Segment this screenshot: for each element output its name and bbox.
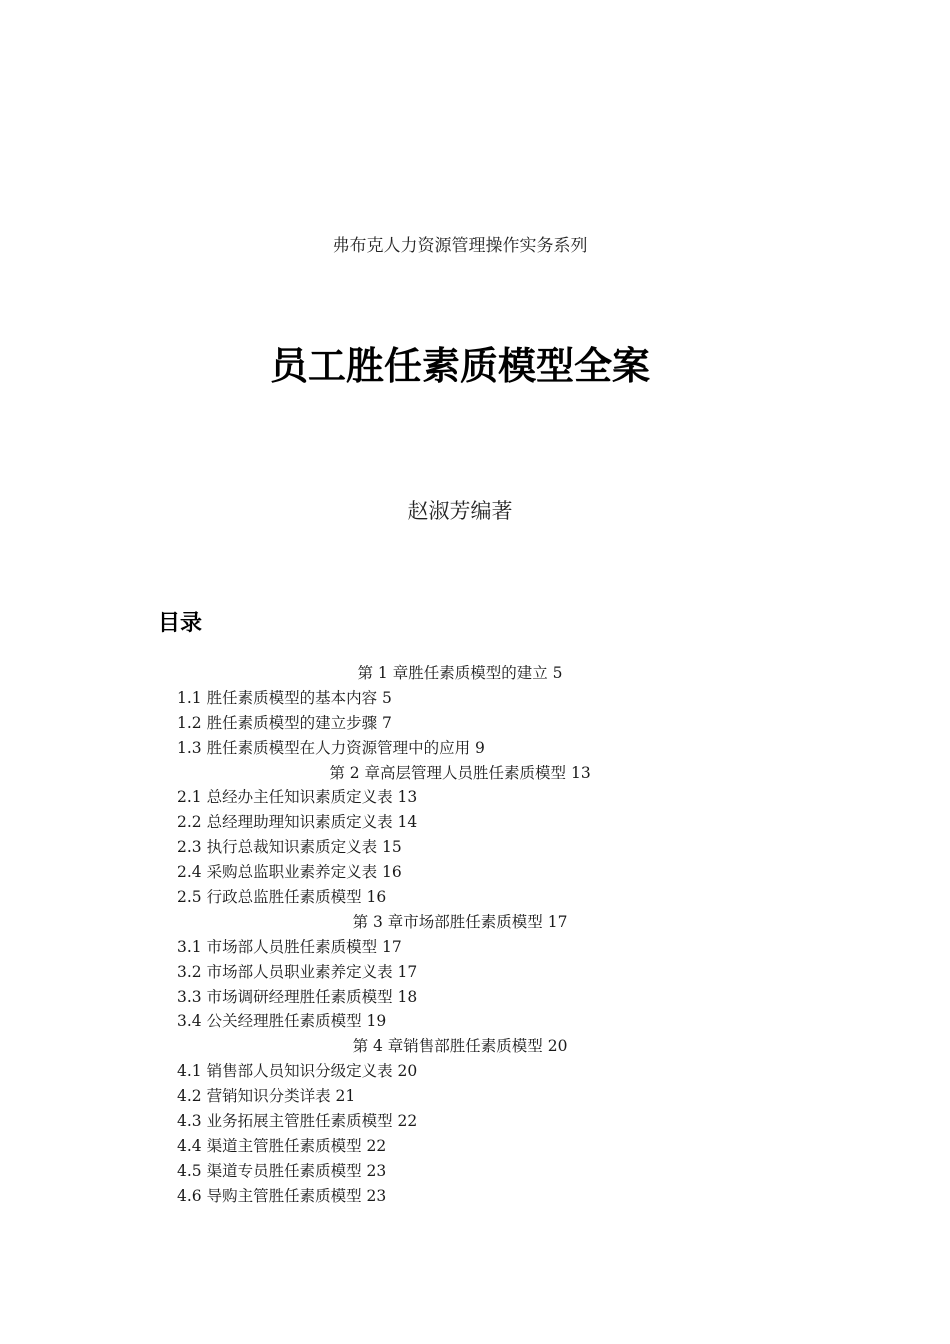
toc-chapter[interactable]: 第 1 章胜任素质模型的建立 5 xyxy=(357,664,563,682)
toc-section[interactable]: 1.2 胜任素质模型的建立步骤 7 xyxy=(177,713,392,732)
toc-section[interactable]: 4.2 营销知识分类详表 21 xyxy=(177,1087,356,1106)
toc-section[interactable]: 4.4 渠道主管胜任素质模型 22 xyxy=(177,1136,387,1155)
toc-section[interactable]: 4.6 导购主管胜任素质模型 23 xyxy=(177,1186,387,1205)
toc-chapter[interactable]: 第 4 章销售部胜任素质模型 20 xyxy=(352,1037,568,1056)
toc-section[interactable]: 2.1 总经办主任知识素质定义表 13 xyxy=(177,788,418,807)
author-line: 赵淑芳编著 xyxy=(407,499,513,523)
toc-section[interactable]: 4.5 渠道专员胜任素质模型 23 xyxy=(177,1161,387,1180)
book-title: 员工胜任素质模型全案 xyxy=(269,344,650,388)
toc-section[interactable]: 3.4 公关经理胜任素质模型 19 xyxy=(177,1012,387,1031)
table-of-contents xyxy=(0,661,920,1209)
toc-section[interactable]: 1.1 胜任素质模型的基本内容 5 xyxy=(177,688,392,707)
toc-section[interactable]: 2.2 总经理助理知识素质定义表 14 xyxy=(177,813,418,832)
toc-section[interactable]: 4.1 销售部人员知识分级定义表 20 xyxy=(177,1062,418,1081)
toc-heading: 目录 xyxy=(158,611,203,636)
toc-section[interactable]: 4.3 业务拓展主管胜任素质模型 22 xyxy=(177,1112,418,1131)
series-name: 弗布克人力资源管理操作实务系列 xyxy=(332,236,588,256)
toc-chapter[interactable]: 第 3 章市场部胜任素质模型 17 xyxy=(352,912,568,931)
toc-section[interactable]: 3.2 市场部人员职业素养定义表 17 xyxy=(177,962,418,981)
toc-section[interactable]: 2.5 行政总监胜任素质模型 16 xyxy=(177,888,387,907)
toc-chapter[interactable]: 第 2 章高层管理人员胜任素质模型 13 xyxy=(329,763,591,782)
toc-section[interactable]: 2.4 采购总监职业素养定义表 16 xyxy=(177,863,402,882)
toc-section[interactable]: 3.1 市场部人员胜任素质模型 17 xyxy=(177,937,402,956)
toc-section[interactable]: 2.3 执行总裁知识素质定义表 15 xyxy=(177,838,402,857)
toc-section[interactable]: 3.3 市场调研经理胜任素质模型 18 xyxy=(177,987,418,1006)
toc-section[interactable]: 1.3 胜任素质模型在人力资源管理中的应用 9 xyxy=(177,738,485,757)
